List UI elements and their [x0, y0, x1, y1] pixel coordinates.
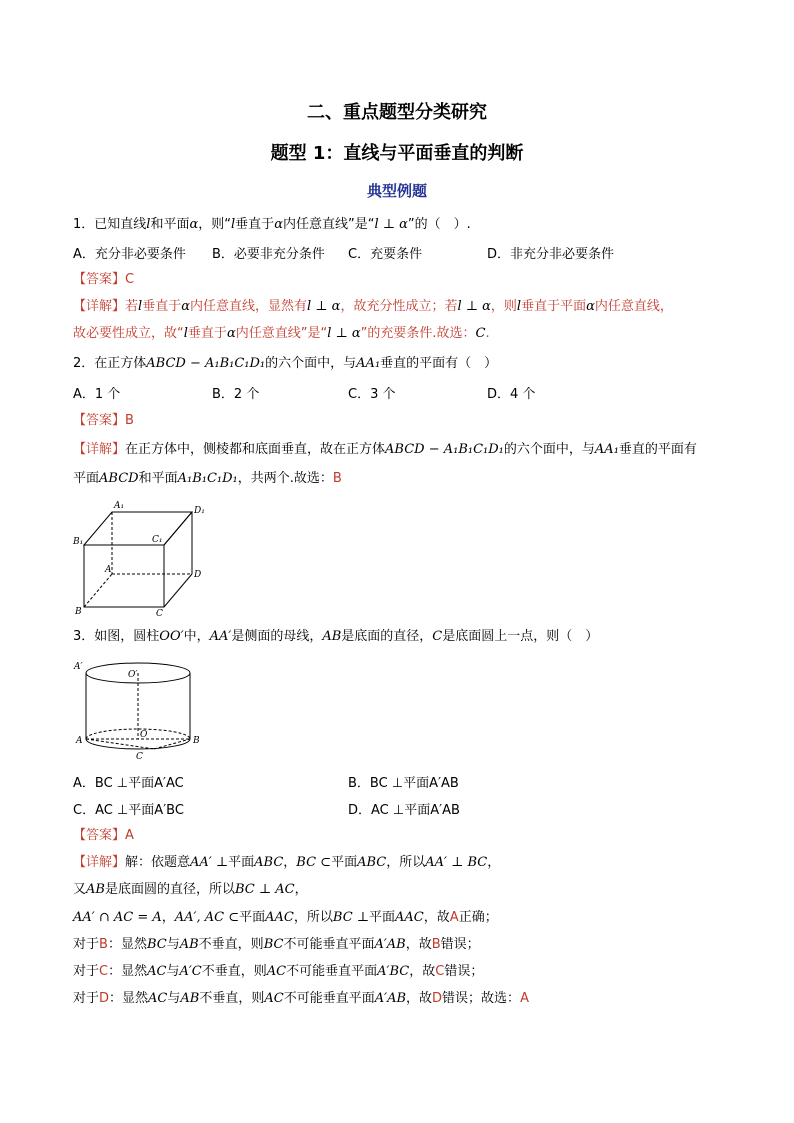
label-D: D [194, 570, 202, 580]
label-C: C [156, 609, 163, 618]
q2-option-a: A．1 个 [73, 387, 121, 402]
label-D1: D₁ [194, 506, 205, 516]
label-B: B [193, 736, 200, 746]
cube-front-face [84, 545, 164, 607]
q1-option-b: B．必要非充分条件 [212, 247, 325, 262]
q2-option-c: C．3 个 [348, 387, 396, 402]
q3-detail-line6: 对于D：显然AC与AB不垂直，则AC不可能垂直平面A′AB，故D错误；故选：A [73, 991, 529, 1006]
q2-stem: 2．在正方体ABCD − A₁B₁C₁D₁的六个面中，与AA₁垂直的平面有（ ） [73, 356, 498, 371]
segment-AC [86, 739, 154, 749]
q3-answer: 【答案】A [73, 828, 134, 843]
label-A1: A₁ [114, 501, 125, 511]
label-B: B [75, 607, 82, 617]
q1-option-d: D．非充分非必要条件 [487, 247, 615, 262]
label-C: C [136, 752, 143, 762]
label-A: A [76, 736, 83, 746]
q3-detail-line1: 【详解】解：依题意AA′ ⊥平面ABC，BC ⊂平面ABC，所以AA′ ⊥ BC， [73, 855, 501, 870]
cube-edge-bottom-right [164, 574, 192, 607]
q1-detail-line1: 【详解】若l垂直于α内任意直线，显然有l ⊥ α，故充分性成立；若l ⊥ α，则l垂直于平面α内任意直线， [73, 299, 673, 314]
q1-option-c: C．充要条件 [348, 247, 423, 262]
q2-option-b: B．2 个 [212, 387, 260, 402]
q3-detail-line4: 对于B：显然BC与AB不垂直，则BC不可能垂直平面A′AB，故B错误； [73, 937, 480, 952]
q1-stem: 1．已知直线l和平面α，则“l垂直于α内任意直线”是“l ⊥ α”的（ ）. [73, 217, 471, 232]
cube-edge-top-right [164, 512, 192, 545]
label-B1: B₁ [73, 537, 84, 547]
q3-detail-line2: 又AB是底面圆的直径，所以BC ⊥ AC， [73, 882, 308, 897]
label-C1: C₁ [152, 535, 163, 545]
q3-option-c: C．AC ⊥平面A′BC [73, 803, 184, 818]
label-O: O [140, 730, 148, 740]
q1-answer: 【答案】C [73, 272, 135, 287]
label-A-prime: A′ [74, 662, 83, 672]
q2-answer: 【答案】B [73, 413, 134, 428]
q2-option-d: D．4 个 [487, 387, 536, 402]
cylinder-figure [70, 655, 210, 765]
cube-hidden-edge-1 [84, 574, 112, 607]
label-O-prime: O′ [128, 670, 138, 680]
q2-detail-line2: 平面ABCD和平面A₁B₁C₁D₁，共两个.故选：B [73, 471, 342, 486]
cube-top-face [84, 512, 192, 545]
cube-figure [70, 498, 210, 618]
q3-detail-line5: 对于C：显然AC与A′C不垂直，则AC不可能垂直平面A′BC，故C错误； [73, 964, 484, 979]
q1-option-a: A．充分非必要条件 [73, 247, 186, 262]
q3-detail-line3: AA′ ∩ AC = A，AA′, AC ⊂平面AAC，所以BC ⊥平面AAC，故A正确； [73, 910, 498, 925]
q3-option-d: D．AC ⊥平面A′AB [348, 803, 460, 818]
q2-detail-line1: 【详解】在正方体中，侧棱都和底面垂直，故在正方体ABCD − A₁B₁C₁D₁的六个面中，与AA₁垂直的平面有 [73, 442, 697, 457]
q1-detail-line2: 故必要性成立，故“l垂直于α内任意直线”是“l ⊥ α”的充要条件.故选：C. [73, 326, 490, 341]
q3-option-b: B．BC ⊥平面A′AB [348, 776, 459, 791]
examples-heading: 典型例题 [366, 182, 427, 200]
section-heading: 二、重点题型分类研究 [307, 102, 487, 123]
label-A: A [105, 565, 112, 575]
cylinder-bottom-front-arc [86, 739, 190, 749]
topic-heading: 题型 1：直线与平面垂直的判断 [270, 143, 524, 164]
q3-option-a: A．BC ⊥平面A′AC [73, 776, 184, 791]
q3-stem: 3．如图，圆柱OO′中，AA′是侧面的母线，AB是底面的直径，C是底面圆上一点，则（ ） [73, 629, 599, 644]
